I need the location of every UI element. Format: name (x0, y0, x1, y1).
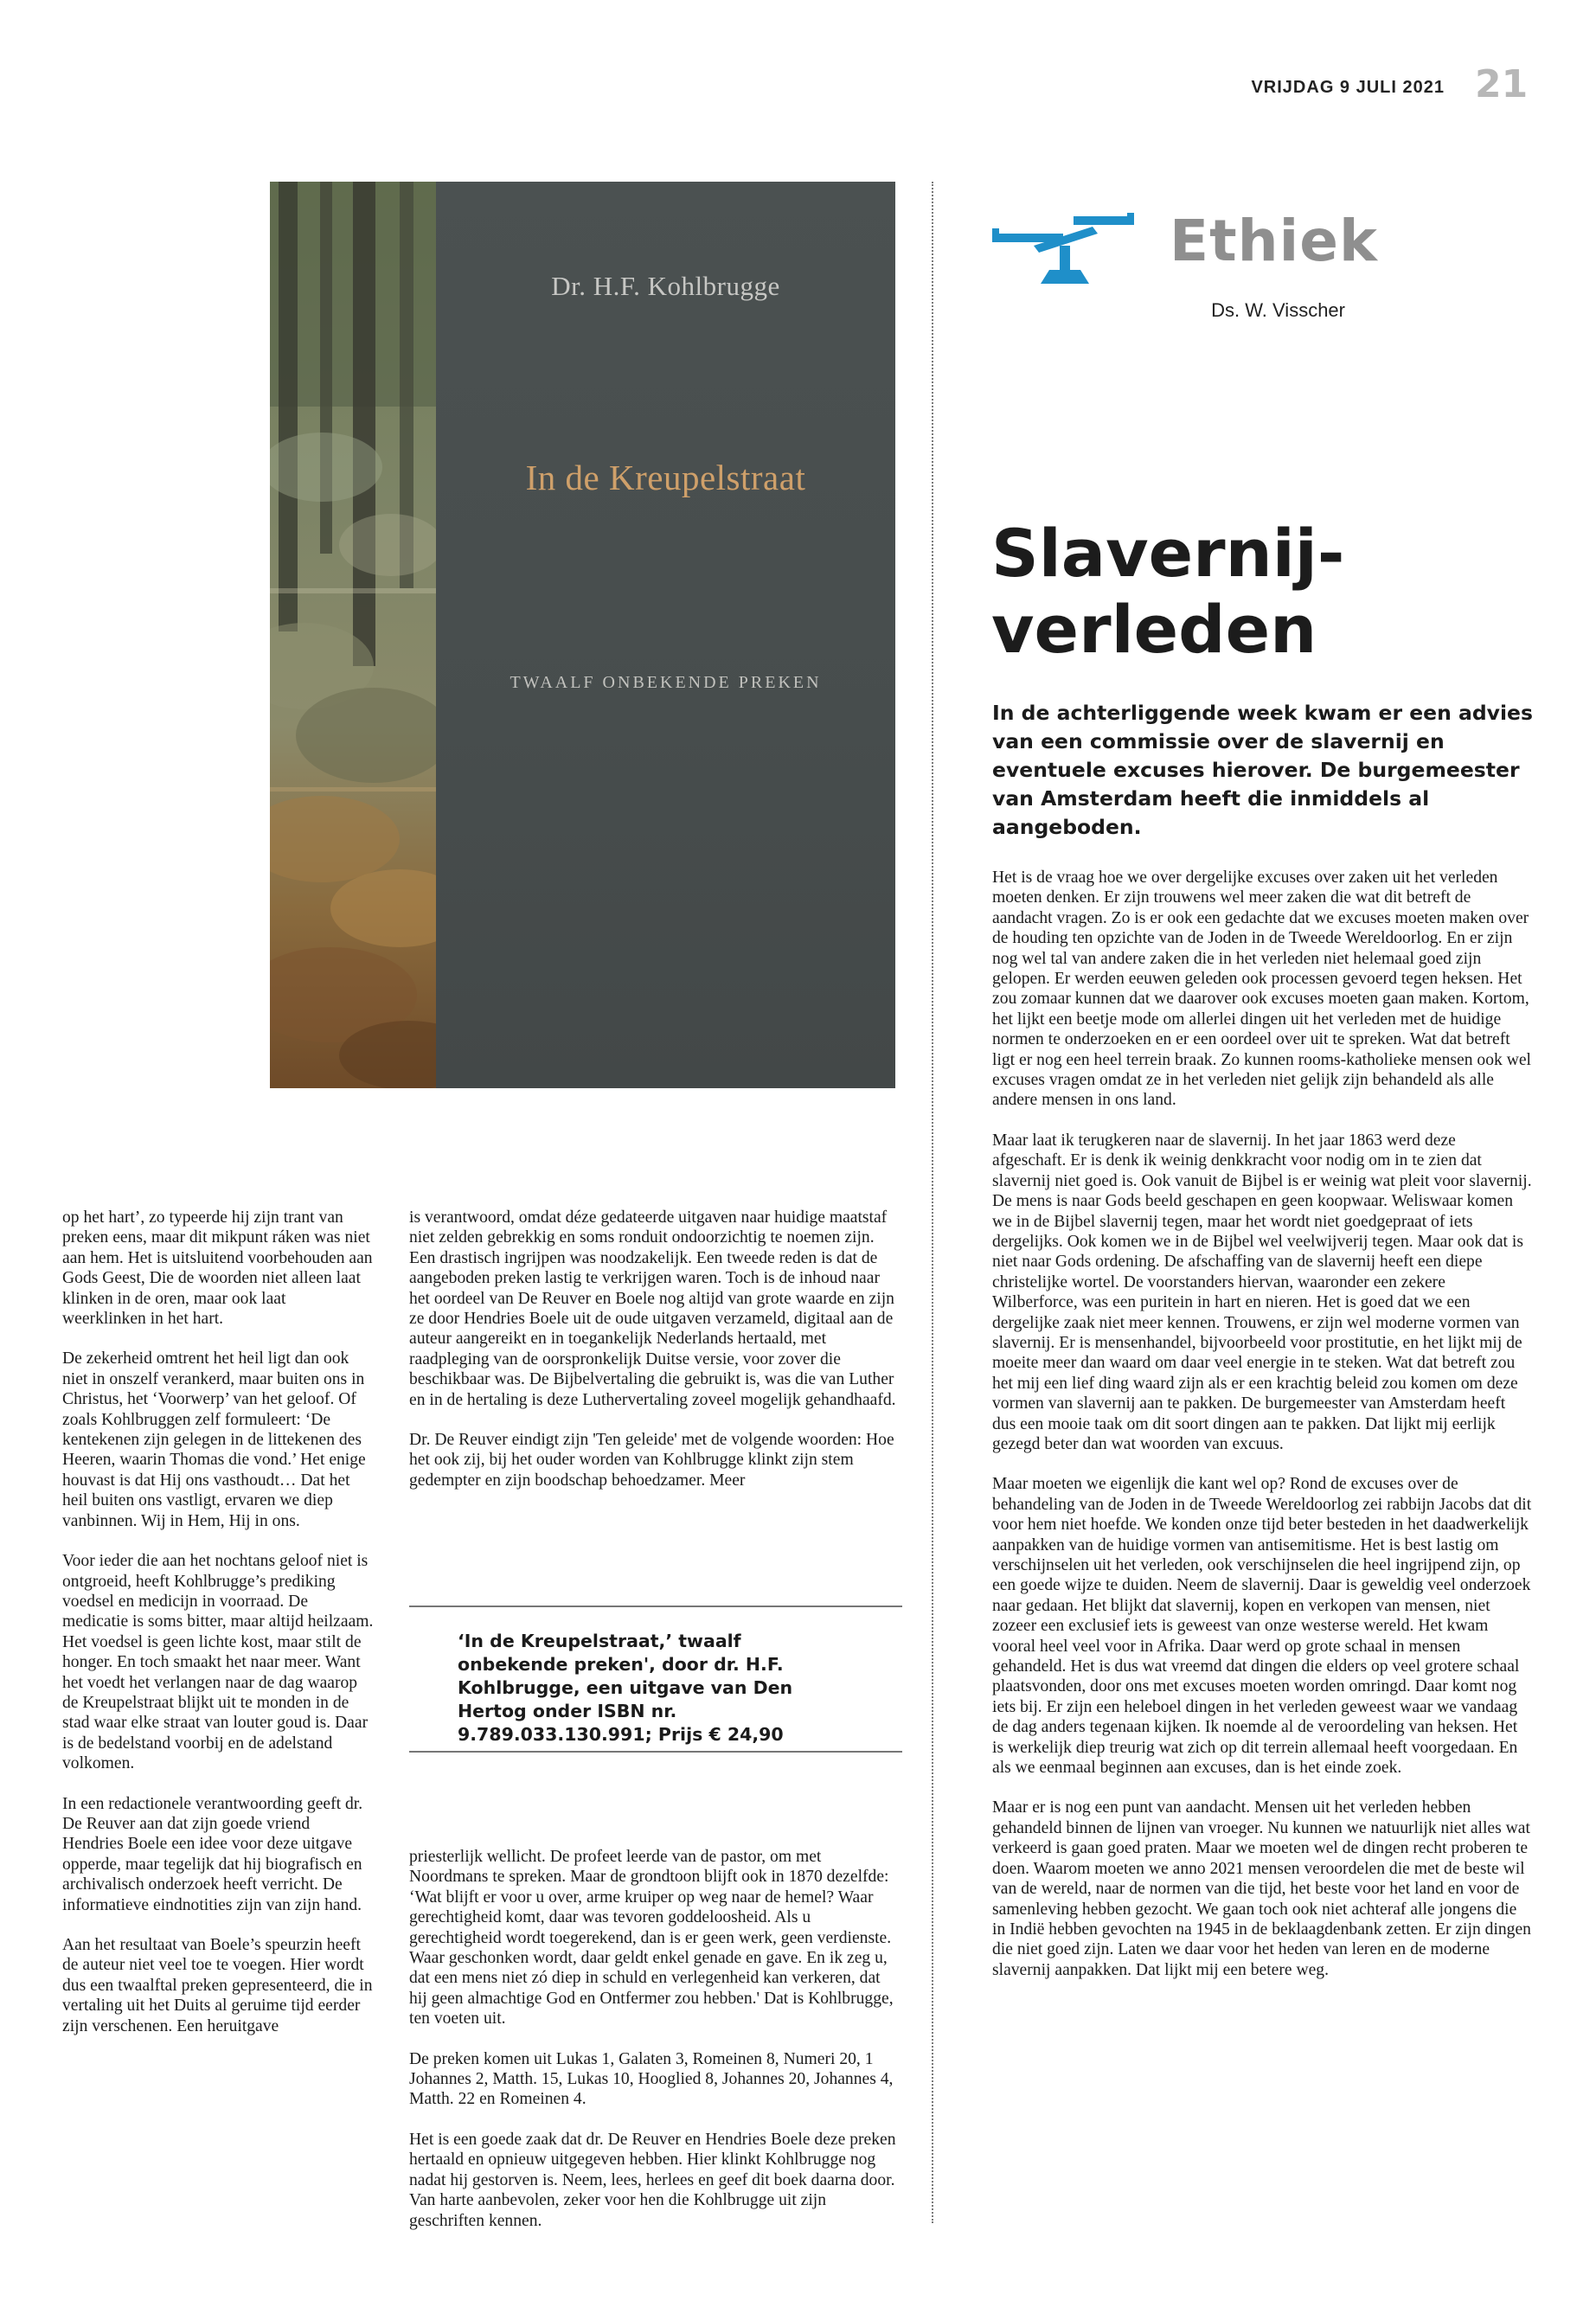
book-cover-image (270, 182, 895, 1088)
balance-scale-icon (990, 211, 1136, 285)
paragraph: Het is een goede zaak dat dr. De Reuver en Hendries Boele deze preken hertaald en opnieuw uitgegeven hebben. Hier klinkt Kohlbrugge nog nadat hij gestorven is. Neem, lees, herlees en geef dit boek daarna door. Van harte aanbevolen, zeker voor hen die Kohlbrugge uit zijn geschriften kennen. (409, 2130, 896, 2230)
paragraph: op het hart’, zo typeerde hij zijn trant van preken eens, maar dit mikpunt ráken was niet aan hem. Het is uitsluitend voorbehouden aan Gods Geest, Die de woorden niet alleen laat klinken in de oren, maar ook laat weerklinken in het hart. (62, 1208, 373, 1329)
review-column-2 (409, 1208, 902, 1510)
review-column-3 (409, 1847, 902, 2251)
paragraph: Voor ieder die aan het nochtans geloof niet is ontgroeid, heeft Kohlbrugge’s prediking voedsel en medicijn in voorraad. De medicatie is soms bitter, maar altijd heilzaam. Het voedsel is geen lichte kost, maar stilt de honger. En toch smaakt het naar meer. Want het voedt het verlangen naar de dag waarop de Kreupelstraat blijkt uit te monden in de stad waar elke straat van louter goud is. Daar is de bedelstand voorbij en de adelstand volkomen. (62, 1552, 374, 1773)
column-separator (932, 182, 933, 2223)
article-headline (991, 516, 1554, 668)
article-intro: In de achterliggende week kwam er een advies van een commissie over de slavernij en eventuele excuses hierover. De burgemeester van Amsterdam heeft die inmiddels al aangeboden. (992, 701, 1533, 839)
book-info-text: ‘In de Kreupelstraat,’ twaalf onbekende preken', door dr. H.F. Kohlbrugge, een uitgave van Den Hertog onder ISBN nr. 9.789.033.130.991; Prijs € 24,90 (458, 1631, 793, 1745)
paragraph: De preken komen uit Lukas 1, Galaten 3, Romeinen 8, Numeri 20, 1 Johannes 2, Matth. 15, Lukas 10, Hooglied 8, Johannes 20, Johannes 4, Matth. 22 en Romeinen 4. (409, 2049, 894, 2109)
paragraph: Maar er is nog een punt van aandacht. Mensen uit het verleden hebben gehandeld binnen de lijnen van vroeger. Nu kunnen we natuurlijk niet alles wat verkeerd is gaan goed praten. Maar we moeten wel de dingen recht proberen te doen. Waarom moeten we anno 2021 mensen veroordelen die met de beste wil van de wereld, naar de normen van die tijd, het beste voor het land en voor de samenleving hebben gezocht. We gaan toch ook niet achteraf alle jongens die in Indië hebben gevochten na 1945 in de beklaagdenbank zetten. Er zijn dingen die niet goed zijn. Laten we daar voor het heden van leren en de moderne slavernij aanpakken. Dat lijkt mij een betere weg. (992, 1798, 1531, 1979)
cover-subtitle: TWAALF ONBEKENDE PREKEN (510, 673, 822, 692)
rubric-author: Ds. W. Visscher (1211, 299, 1345, 321)
paragraph: priesterlijk wellicht. De profeet leerde van de pastor, om met Noordmans te spreken. Maar de grondtoon blijft ook in 1870 dezelfde: ‘Wat blijft er voor u over, arme kruiper op weg naar de hemel? Waar gerechtigheid komt, daar was tevoren goddeloosheid. Als u gerechtigheid wordt toegerekend, dan is er geen werk, geen verdienste. Waar geschonken wordt, daar geldt enkel genade en gave. En ik zeg u, dat een mens niet zó diep in schuld en verlegenheid kan verkeren, dat hij geen almachtige God en Ontfermer zou hebben.' Dat is Kohlbrugge, ten voeten uit. (409, 1848, 894, 2029)
review-column-1 (62, 1208, 374, 2056)
paragraph: Het is de vraag hoe we over dergelijke excuses over zaken uit het verleden moeten denken. Er zijn trouwens wel meer zaken die wat dit betreft de aandacht vragen. Zo is er ook een gedachte dat we excuses moeten maken over de houding ten opzichte van de Joden in de Tweede Wereldoorlog. En er zijn nog wel tal van andere zaken die in het verleden niet helemaal goed zijn gelopen. Er werden eeuwen geleden ook processen gevoerd tegen heksen. Het zou zomaar kunnen dat we daarover ook excuses moeten gaan maken. Kortom, het lijkt een beetje mode om allerlei dingen uit het verleden met de huidige normen te onderzoeken en er een oordeel over uit te spreken. Wat dat betreft ligt er nog een heel terrein braak. Zo kunnen rooms-katholieke mensen ook wel excuses vragen omdat ze in het verleden niet gelijk zijn behandeld als alle andere mensen in ons land. (992, 868, 1531, 1110)
paragraph: Aan het resultaat van Boele’s speurzin heeft de auteur niet veel toe te voegen. Hier wordt dus een twaalftal preken gepresenteerd, die in vertaling uit het Duits al geruime tijd eerder zijn verschenen. Een heruitgave (62, 1936, 373, 2035)
page-number: 21 (1475, 62, 1529, 106)
headline-line-2: verleden (991, 591, 1317, 668)
paragraph: Dr. De Reuver eindigt zijn 'Ten geleide' met de volgende woorden: Hoe het ook zij, bij het ouder worden van Kohlbrugge klinkt zijn stem gedempter en zijn boodschap behoedzamer. Meer (409, 1431, 894, 1490)
paragraph: De zekerheid omtrent het heil ligt dan ook niet in onszelf verankerd, maar buiten ons in Christus, het ‘Voorwerp’ van het geloof. Of zoals Kohlbruggen zelf formuleert: ‘De kentekenen zijn gelegen in de littekenen des Heeren, waarin Thomas die vond.’ Het enige houvast is dat Hij ons vasthoudt… Dat het heil buiten ons vastligt, ervaren we diep vanbinnen. Wij in Hem, Hij in ons. (62, 1349, 366, 1530)
ethiek-column (992, 868, 1533, 2000)
rubric-title: Ethiek (1170, 208, 1378, 274)
issue-date: VRIJDAG 9 JULI 2021 (1251, 78, 1445, 97)
cover-title: In de Kreupelstraat (525, 458, 806, 497)
forest-painting (270, 182, 436, 1088)
headline-line-1: Slavernij- (991, 515, 1345, 592)
paragraph: Maar laat ik terugkeren naar de slavernij. In het jaar 1863 werd deze afgeschaft. Er is denk ik weinig denkkracht voor nodig om in te zien dat slavernij niet goed is. Ook vanuit de Bijbel is er weinig wat pleit voor slavernij. De mens is naar Gods beeld geschapen en geen koopwaar. Weliswaar komen we in de Bijbel slavernij tegen, maar het wordt niet goedgepraat of iets dergelijks. Ook komen we in de Bijbel wel veelwijverij tegen. Maar ook dat is niet naar Gods ordening. De afschaffing van de slavernij heeft een diepe christelijke wortel. De voorstanders hiervan, waaronder een zekere Wilberforce, was een puritein in hart en nieren. Het is goed dat we een dergelijke zaak niet meer kennen. Trouwens, er zijn wel moderne vormen van slavernij. Er is mensenhandel, bijvoorbeeld voor prostitutie, en het lijkt mij de moeite meer dan waard om daar veel energie in te steken. Wat dat betreft zou het mij een lief ding waard zijn als er een krachtig beleid zou komen om deze vormen van slavernij aan te pakken. De burgemeester van Amsterdam heeft dus een mooie taak om dit soort dingen aan te pakken. Dat lijkt mij eerlijk gezegd beter dan wat woorden van excuus. (992, 1131, 1532, 1453)
paragraph: Maar moeten we eigenlijk die kant wel op? Rond de excuses over de behandeling van de Joden in de Tweede Wereldoorlog zei rabbijn Jacobs dat dit voor hem niet hoefde. We konden onze tijd beter besteden in het daadwerkelijk aanpakken van de huidige vormen van antisemitisme. Het is best lastig om verschijnselen uit het verleden, ook verschijnselen die heel ingrijpend zijn, op een goede wijze te duiden. Neem de slavernij. Daar is geweldig veel onderzoek naar gedaan. Het blijkt dat slavernij, kopen en verkopen van mensen, niet zozeer een exclusief iets is geweest van onze westerse wereld. Het kwam vooral heel veel voor in Afrika. Daar werd op grote schaal in mensen gehandeld. Het is dus wat vreemd dat dingen die elders op veel grotere schaal plaatsvonden, door ons met excuses moeten worden omringd. Daar komt nog iets bij. Er zijn een heleboel dingen in het verleden geweest waar we vandaag de dag anders tegenaan kijken. Ik noemde al de veroordeling van heksen. Het is werkelijk diep treurig wat zich op dit terrein allemaal heeft voorgedaan. En als we eenmaal beginnen aan excuses, dan is het einde zoek. (992, 1475, 1532, 1778)
paragraph: is verantwoord, omdat déze gedateerde uitgaven naar huidige maatstaf niet zelden gebrekkig en soms ronduit ondoorzichtig te noemen zijn. Een drastisch ingrijpen was noodzakelijk. Een tweede reden is dat de aangeboden preken lastig te verkrijgen waren. Toch is de inhoud naar het oordeel van De Reuver en Boele nog altijd van grote waarde en zijn ze door Hendries Boele uit de oude uitgaven verzameld, digitaal aan de auteur aangereikt en in toegankelijk Nederlands hertaald, met raadpleging van de oorspronkelijk Duitse versie, voor zover die beschikbaar was. De Bijbelvertaling die gebruikt is, was die van Luther en in de hertaling is deze Luthervertaling zoveel mogelijk gehandhaafd. (409, 1208, 896, 1409)
paragraph: In een redactionele verantwoording geeft dr. De Reuver aan dat zijn goede vriend Hendries Boele een idee voor deze uitgave opperde, maar tegelijk dat hij biografisch en archivalisch onderzoek heeft verricht. De informatieve eindnotities zijn van zijn hand. (62, 1794, 363, 1914)
cover-author: Dr. H.F. Kohlbrugge (551, 271, 780, 301)
book-info-box (409, 1606, 902, 1753)
cover-panel (436, 182, 895, 1088)
